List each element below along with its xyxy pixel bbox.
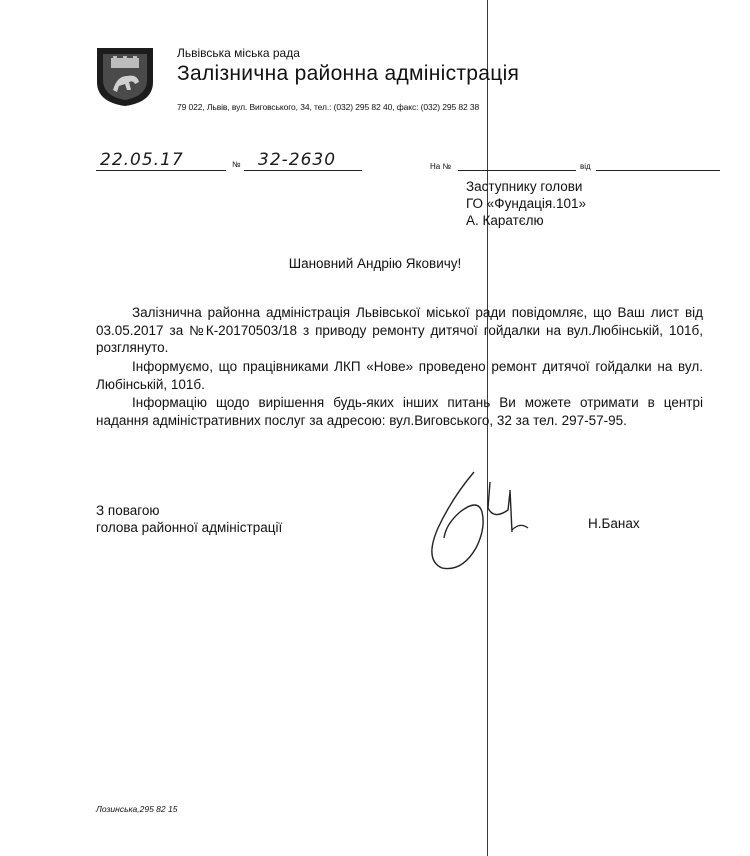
handwritten-signature — [412, 468, 572, 578]
outgoing-number: 32-2630 — [258, 150, 337, 170]
addressee-position: Заступнику голови — [466, 179, 583, 194]
body-paragraph-1 — [96, 304, 703, 357]
signer-name: Н.Банах — [588, 516, 640, 531]
paragraph-1-text: Залізнична районна адміністрація Львівської міської ради повідомляє, що Ваш лист від 03.05.2017 за №К-20170503/18 з приводу ремонту дитячої гойдалки на вул.Любінській, 101б, розглянуто. — [96, 305, 703, 355]
city-council-name: Львівська міська рада — [177, 46, 300, 60]
number-label: № — [232, 160, 241, 169]
addressee-block — [466, 178, 586, 229]
addressee-organization: ГО «Фундація.101» — [466, 196, 586, 211]
body-paragraph-3 — [96, 394, 703, 429]
reference-date-label: від — [580, 162, 591, 171]
number-underline — [244, 170, 362, 171]
reference-number-line — [458, 170, 576, 171]
executor-footer: Лозинська,295 82 15 — [96, 804, 178, 814]
reference-number-label: На № — [430, 162, 452, 171]
greeting: Шановний Андрію Яковичу! — [288, 256, 462, 271]
reference-date-line — [596, 170, 720, 171]
addressee-name: А. Каратєлю — [466, 213, 544, 228]
paragraph-3-text: Інформацію щодо вирішення будь-яких інших питань Ви можете отримати в центрі надання адміністративних послуг за адресою: вул.Виговського, 32 за тел. 297-57-95. — [96, 395, 703, 428]
paragraph-2-text: Інформуємо, що працівниками ЛКП «Нове» проведено ремонт дитячої гойдалки на вул. Любінській, 101б. — [96, 359, 703, 392]
administration-name: Залізнична районна адміністрація — [177, 62, 520, 85]
lviv-coat-of-arms-icon — [95, 46, 155, 108]
administration-address: 79 022, Львів, вул. Виговського, 34, тел.: (032) 295 82 40, факс: (032) 295 82 38 — [177, 102, 480, 112]
date-underline — [96, 170, 226, 171]
closing-position: голова районної адміністрації — [96, 520, 283, 535]
outgoing-date: 22.05.17 — [100, 150, 184, 170]
closing-regards: З повагою — [96, 503, 160, 518]
closing-block — [96, 502, 282, 536]
body-paragraph-2 — [96, 358, 703, 393]
